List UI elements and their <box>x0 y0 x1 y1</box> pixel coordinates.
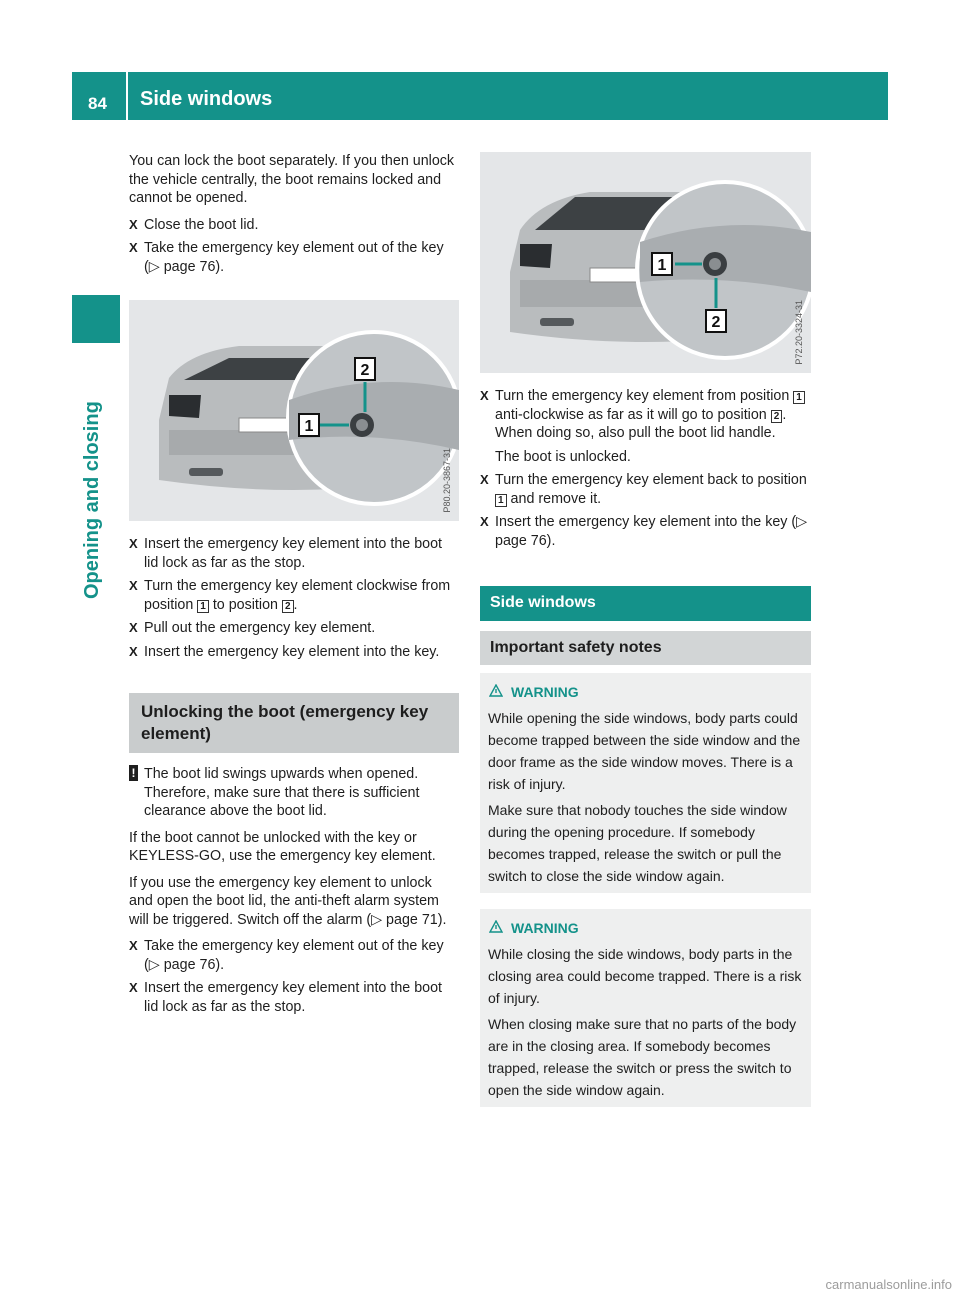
step-arrow-icon: X <box>129 578 138 593</box>
warning-text: While opening the side windows, body parts could become trapped between the side window and the door frame as the side window moves. There is a risk of injury. <box>488 710 801 792</box>
step: X Turn the emergency key element from position 1 anti-clockwise as far as it will go to position 2 . When doing so, also pull the boot lid handle. <box>480 387 811 443</box>
section-heading: Side windows <box>480 586 811 621</box>
figure-marker-2: 2 <box>360 362 370 379</box>
step-arrow-icon: X <box>480 472 489 487</box>
exclamation-icon: ! <box>129 765 138 781</box>
step-arrow-icon: X <box>129 536 138 551</box>
step: X Close the boot lid. <box>129 216 259 233</box>
step: X Insert the emergency key element into the boot lid lock as far as the stop. <box>129 536 443 571</box>
step-arrow-icon: X <box>129 643 138 659</box>
position-2-marker: 2 <box>282 600 294 613</box>
step: X Insert the emergency key element into the key. <box>129 643 440 660</box>
warning-triangle-icon <box>489 681 503 703</box>
step-arrow-icon: X <box>129 980 138 995</box>
paragraph: If you use the emergency key element to unlock and open the boot lid, the anti-theft alarm system will be triggered. Switch off the alarm (▷ page 71). <box>129 874 447 928</box>
step: X Insert the emergency key element into the boot lid lock as far as the stop. <box>129 980 443 1015</box>
subsection-heading: Important safety notes <box>480 631 811 666</box>
step-arrow-icon: X <box>129 216 138 232</box>
step: X Pull out the emergency key element. <box>129 620 376 636</box>
figure-code: P72.20-3324-31 <box>793 300 804 365</box>
step-arrow-icon: X <box>129 620 138 635</box>
position-1-marker: 1 <box>793 391 805 404</box>
step: X Take the emergency key element out of the key (▷ page 76). <box>129 938 444 973</box>
paragraph: If the boot cannot be unlocked with the key or KEYLESS-GO, use the emergency key element. <box>129 829 436 864</box>
step-arrow-icon: X <box>129 240 138 255</box>
right-column <box>480 152 811 1107</box>
position-2-marker: 2 <box>771 410 783 423</box>
chapter-tab <box>72 295 120 343</box>
figure-marker-2: 2 <box>711 314 721 331</box>
step-arrow-icon: X <box>480 514 489 529</box>
chapter-label: Opening and closing <box>81 401 103 599</box>
step: X Turn the emergency key element back to position 1 and remove it. <box>480 472 807 507</box>
page-title: Side windows <box>140 88 273 110</box>
position-1-marker: 1 <box>197 600 209 613</box>
warning-header: WARNING <box>488 917 803 939</box>
page-header <box>72 72 888 120</box>
header-divider <box>126 72 128 120</box>
step: X Take the emergency key element out of the key (▷ page 76). <box>129 240 444 275</box>
warning-text: Make sure that nobody touches the side window during the opening procedure. If somebody becomes trapped, release the switch or pull the switch to close the side window again. <box>488 802 787 884</box>
figure-code: P80.20-3867-31 <box>441 448 452 513</box>
section-heading: Unlocking the boot (emergency key element) <box>129 693 459 753</box>
step: X Turn the emergency key element clockwise from position 1 to position 2 . <box>129 578 451 613</box>
warning-box <box>480 673 811 893</box>
position-1-marker: 1 <box>495 494 507 507</box>
warning-box <box>480 909 811 1107</box>
warning-triangle-icon <box>489 917 503 939</box>
step: X Insert the emergency key element into the key (▷ page 76). <box>480 514 808 549</box>
car-rear-illustration <box>129 300 459 521</box>
figure-marker-1: 1 <box>304 418 314 435</box>
figure-boot-lock <box>129 300 459 521</box>
warning-text: When closing make sure that no parts of the body are in the closing area. If somebody becomes trapped, release the switch or press the switch to open the side window again. <box>488 1016 797 1098</box>
step-arrow-icon: X <box>129 938 138 953</box>
watermark: carmanualsonline.info <box>825 1277 952 1292</box>
page-number: 84 <box>88 94 107 113</box>
warning-header: WARNING <box>488 681 803 703</box>
step-arrow-icon: X <box>480 388 489 403</box>
figure-marker-1: 1 <box>657 257 667 274</box>
intro-text: You can lock the boot separately. If you then unlock the vehicle centrally, the boot remains locked and cannot be opened. <box>129 153 455 206</box>
left-column <box>129 152 459 1021</box>
warning-text: While closing the side windows, body parts in the closing area could become trapped. There is a risk of injury. <box>488 946 802 1006</box>
car-rear-illustration <box>480 152 811 373</box>
figure-boot-unlock <box>480 152 811 373</box>
note: ! The boot lid swings upwards when opened. Therefore, make sure that there is sufficient clearance above the boot lid. <box>129 765 459 821</box>
step-result: The boot is unlocked. <box>495 448 631 465</box>
